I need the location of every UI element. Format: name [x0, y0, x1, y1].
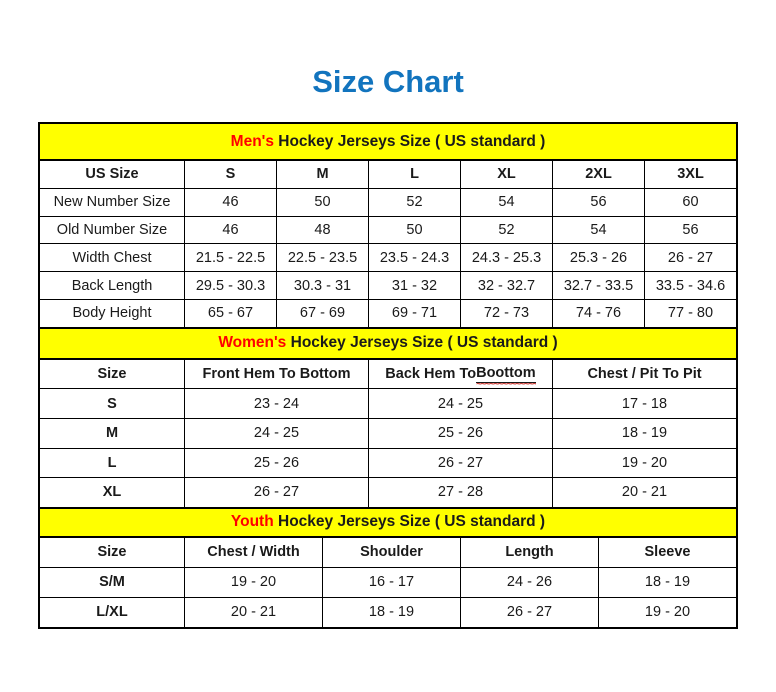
size-value: 25 - 26	[185, 449, 368, 478]
size-chart	[38, 122, 738, 629]
row-label: S/M	[40, 568, 184, 597]
size-value: 19 - 20	[553, 449, 736, 478]
size-value: 23.5 - 24.3	[369, 244, 460, 271]
row-label: L/XL	[40, 598, 184, 627]
row-label: Width Chest	[40, 244, 184, 271]
mens-table	[40, 161, 736, 327]
size-value: 18 - 19	[553, 419, 736, 448]
size-value: 24.3 - 25.3	[461, 244, 552, 271]
size-value: 54	[553, 217, 644, 244]
column-header: US Size	[40, 161, 184, 188]
size-value: 46	[185, 217, 276, 244]
size-value: 74 - 76	[553, 300, 644, 327]
row-label: Back Length	[40, 272, 184, 299]
womens-section-header	[40, 327, 736, 360]
size-value: 27 - 28	[369, 478, 552, 507]
size-value: 23 - 24	[185, 389, 368, 418]
mens-section-header	[40, 124, 736, 161]
size-value: 24 - 25	[369, 389, 552, 418]
size-value: 20 - 21	[553, 478, 736, 507]
womens-section-highlight: Women's	[218, 334, 287, 352]
column-header-prefix: Back Hem To	[385, 366, 477, 383]
row-label: Old Number Size	[40, 217, 184, 244]
page-title: Size Chart	[312, 64, 464, 99]
column-header: Size	[40, 360, 184, 389]
column-header: Chest / Width	[185, 538, 322, 567]
size-value: 20 - 21	[185, 598, 322, 627]
column-header: XL	[461, 161, 552, 188]
size-value: 25 - 26	[369, 419, 552, 448]
size-value: 52	[461, 217, 552, 244]
size-value: 56	[553, 189, 644, 216]
size-value: 60	[645, 189, 736, 216]
size-value: 24 - 26	[461, 568, 598, 597]
size-value: 50	[369, 217, 460, 244]
column-header: S	[185, 161, 276, 188]
size-value: 17 - 18	[553, 389, 736, 418]
youth-section-highlight: Youth	[230, 513, 274, 531]
size-value: 18 - 19	[599, 568, 736, 597]
size-value: 26 - 27	[645, 244, 736, 271]
size-value: 52	[369, 189, 460, 216]
row-label: S	[40, 389, 184, 418]
column-header: L	[369, 161, 460, 188]
column-header: 3XL	[645, 161, 736, 188]
size-value: 19 - 20	[599, 598, 736, 627]
youth-table	[40, 538, 736, 627]
womens-section-title: Hockey Jerseys Size ( US standard )	[286, 334, 558, 352]
size-value: 33.5 - 34.6	[645, 272, 736, 299]
column-header	[369, 360, 552, 389]
row-label: M	[40, 419, 184, 448]
youth-section-header	[40, 507, 736, 538]
size-value: 25.3 - 26	[553, 244, 644, 271]
size-value: 32 - 32.7	[461, 272, 552, 299]
size-value: 67 - 69	[277, 300, 368, 327]
column-header: Front Hem To Bottom	[185, 360, 368, 389]
size-value: 24 - 25	[185, 419, 368, 448]
size-value: 72 - 73	[461, 300, 552, 327]
mens-section-title: Hockey Jerseys Size ( US standard )	[273, 132, 546, 150]
column-header: Size	[40, 538, 184, 567]
size-value: 77 - 80	[645, 300, 736, 327]
column-header: Chest / Pit To Pit	[553, 360, 736, 389]
size-value: 21.5 - 22.5	[185, 244, 276, 271]
column-header: Sleeve	[599, 538, 736, 567]
size-value: 46	[185, 189, 276, 216]
row-label: Body Height	[40, 300, 184, 327]
size-value: 26 - 27	[369, 449, 552, 478]
column-header: Shoulder	[323, 538, 460, 567]
size-value: 16 - 17	[323, 568, 460, 597]
mens-section-highlight: Men's	[230, 132, 274, 150]
womens-table	[40, 360, 736, 507]
size-value: 26 - 27	[185, 478, 368, 507]
size-value: 50	[277, 189, 368, 216]
misspelled-word-with-spellcheck-squiggle: Boottom ~~~~~	[476, 365, 536, 383]
size-value: 22.5 - 23.5	[277, 244, 368, 271]
size-value: 31 - 32	[369, 272, 460, 299]
size-value: 19 - 20	[185, 568, 322, 597]
size-value: 54	[461, 189, 552, 216]
size-value: 26 - 27	[461, 598, 598, 627]
column-header: Length	[461, 538, 598, 567]
row-label: XL	[40, 478, 184, 507]
size-value: 30.3 - 31	[277, 272, 368, 299]
row-label: New Number Size	[40, 189, 184, 216]
youth-section-title: Hockey Jerseys Size ( US standard )	[273, 513, 546, 531]
column-header: M	[277, 161, 368, 188]
size-value: 18 - 19	[323, 598, 460, 627]
size-value: 32.7 - 33.5	[553, 272, 644, 299]
size-value: 48	[277, 217, 368, 244]
size-value: 29.5 - 30.3	[185, 272, 276, 299]
size-value: 69 - 71	[369, 300, 460, 327]
column-header: 2XL	[553, 161, 644, 188]
row-label: L	[40, 449, 184, 478]
size-value: 65 - 67	[185, 300, 276, 327]
size-value: 56	[645, 217, 736, 244]
